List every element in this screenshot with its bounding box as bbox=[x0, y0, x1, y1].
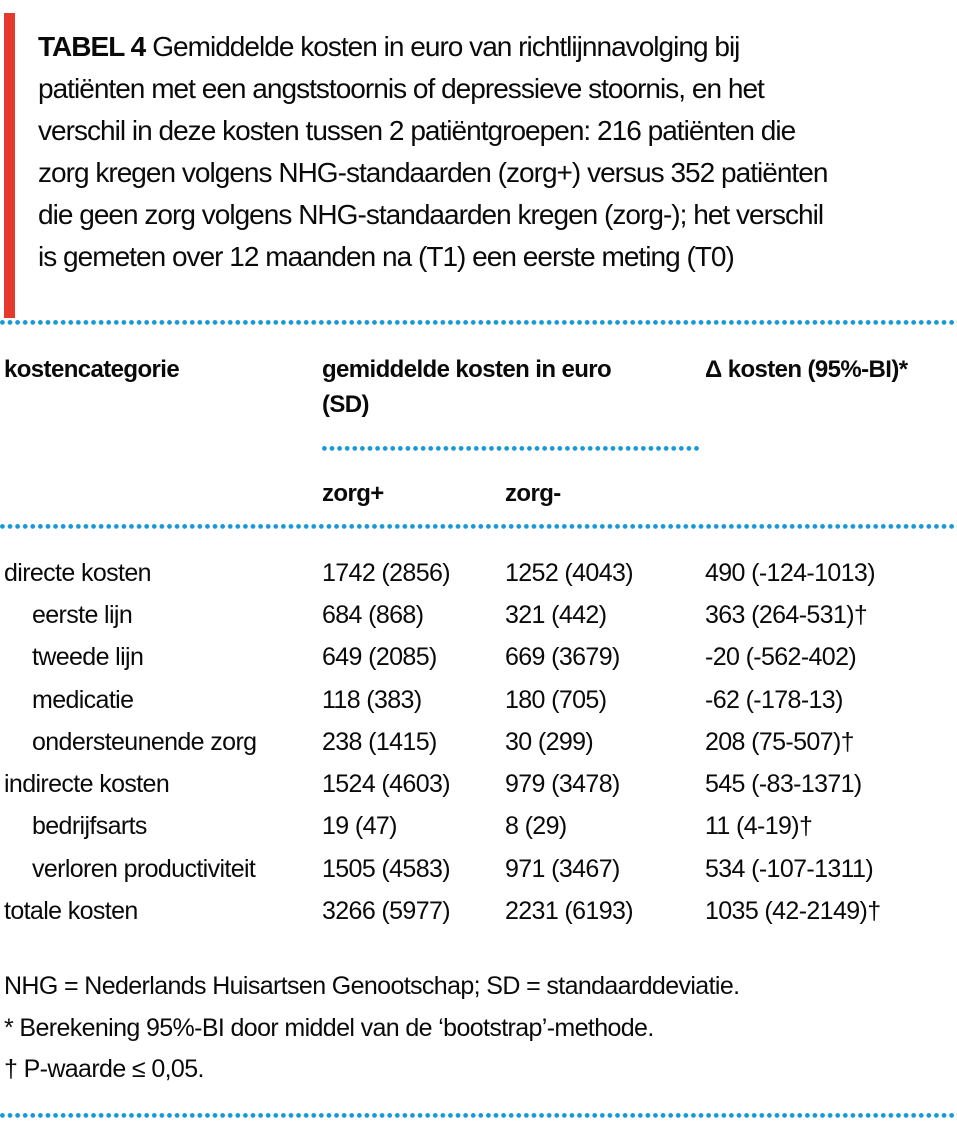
column-header-delta: Δ kosten (95%-BI)* bbox=[705, 356, 908, 383]
table-row bbox=[0, 806, 957, 848]
cell-delta: 490 (-124-1013) bbox=[705, 558, 875, 587]
cell-zorg-plus: 1524 (4603) bbox=[322, 770, 450, 799]
cell-delta: 1035 (42-2149)† bbox=[705, 897, 881, 926]
table-row bbox=[0, 637, 957, 679]
cell-zorg-min: 180 (705) bbox=[505, 685, 607, 714]
cell-zorg-plus: 19 (47) bbox=[322, 812, 397, 841]
cell-zorg-plus: 1505 (4583) bbox=[322, 854, 450, 883]
column-header-category: kostencategorie bbox=[4, 356, 180, 383]
cell-delta: 208 (75-507)† bbox=[705, 727, 854, 756]
dotted-divider-header bbox=[0, 524, 957, 529]
cell-delta: -20 (-562-402) bbox=[705, 643, 857, 672]
cell-category: directe kosten bbox=[4, 558, 151, 587]
cell-category: medicatie bbox=[32, 685, 134, 714]
cell-delta: 534 (-107-1311) bbox=[705, 854, 874, 883]
cell-zorg-plus: 238 (1415) bbox=[322, 727, 437, 756]
red-accent-bar bbox=[4, 13, 15, 318]
column-header-group-line1: gemiddelde kosten in euro bbox=[322, 356, 612, 383]
dotted-divider-top bbox=[0, 320, 957, 325]
footnote-dagger: † P-waarde ≤ 0,05. bbox=[4, 1055, 204, 1083]
cell-delta: 363 (264-531)† bbox=[705, 600, 868, 629]
cell-category: bedrijfsarts bbox=[32, 812, 147, 841]
cell-zorg-min: 2231 (6193) bbox=[505, 897, 633, 926]
cell-zorg-plus: 684 (868) bbox=[322, 600, 424, 629]
column-header-group-line2: (SD) bbox=[322, 391, 369, 418]
dotted-divider-bottom bbox=[0, 1113, 957, 1118]
column-header-zorg-min: zorg- bbox=[505, 480, 561, 507]
cell-category: verloren productiviteit bbox=[32, 854, 256, 883]
cell-delta: -62 (-178-13) bbox=[705, 685, 843, 714]
table-row bbox=[0, 552, 957, 594]
cell-zorg-plus: 3266 (5977) bbox=[322, 897, 450, 926]
cell-zorg-min: 971 (3467) bbox=[505, 854, 620, 883]
cell-category: indirecte kosten bbox=[4, 770, 170, 799]
cell-zorg-min: 8 (29) bbox=[505, 812, 567, 841]
column-header-zorg-plus: zorg+ bbox=[322, 480, 384, 507]
caption-line: die geen zorg volgens NHG-standaarden kregen (zorg-); het verschil bbox=[38, 199, 824, 230]
footnote-abbreviations: NHG = Nederlands Huisartsen Genootschap; SD = standaarddeviatie. bbox=[4, 972, 740, 1000]
table-body bbox=[0, 552, 957, 933]
cell-zorg-min: 321 (442) bbox=[505, 600, 607, 629]
column-header-group bbox=[322, 352, 706, 422]
table-row bbox=[0, 763, 957, 805]
cell-zorg-min: 979 (3478) bbox=[505, 770, 620, 799]
cell-category: eerste lijn bbox=[32, 600, 133, 629]
table-row bbox=[0, 679, 957, 721]
footnotes bbox=[4, 966, 739, 1091]
caption-line: verschil in deze kosten tussen 2 patiëntgroepen: 216 patiënten die bbox=[38, 115, 796, 146]
footnote-asterisk: * Berekening 95%-BI door middel van de ‘bootstrap’-methode. bbox=[4, 1013, 654, 1042]
caption-line bbox=[38, 26, 827, 68]
cell-zorg-plus: 118 (383) bbox=[322, 685, 422, 714]
cell-delta: 11 (4-19)† bbox=[705, 812, 813, 841]
caption-label: TABEL 4 bbox=[38, 31, 146, 62]
cell-zorg-plus: 1742 (2856) bbox=[322, 558, 450, 587]
caption-line: is gemeten over 12 maanden na (T1) een eerste meting (T0) bbox=[38, 241, 734, 272]
table-row bbox=[0, 594, 957, 636]
cell-zorg-min: 669 (3679) bbox=[505, 643, 620, 672]
cell-category: tweede lijn bbox=[32, 643, 144, 672]
cell-delta: 545 (-83-1371) bbox=[705, 770, 862, 799]
cell-zorg-min: 30 (299) bbox=[505, 727, 594, 756]
cell-zorg-plus: 649 (2085) bbox=[322, 643, 437, 672]
table-row bbox=[0, 890, 957, 932]
table-row bbox=[0, 848, 957, 890]
caption-line: zorg kregen volgens NHG-standaarden (zorg+) versus 352 patiënten bbox=[38, 157, 828, 188]
table-row bbox=[0, 721, 957, 763]
dotted-divider-subheader bbox=[322, 446, 700, 451]
caption-line: patiënten met een angststoornis of depressieve stoornis, en het bbox=[38, 73, 764, 104]
table-caption bbox=[38, 26, 827, 278]
caption-text: Gemiddelde kosten in euro van richtlijnnavolging bij bbox=[152, 31, 740, 62]
cell-category: totale kosten bbox=[4, 897, 138, 926]
cell-category: ondersteunende zorg bbox=[32, 727, 257, 756]
cell-zorg-min: 1252 (4043) bbox=[505, 558, 633, 587]
